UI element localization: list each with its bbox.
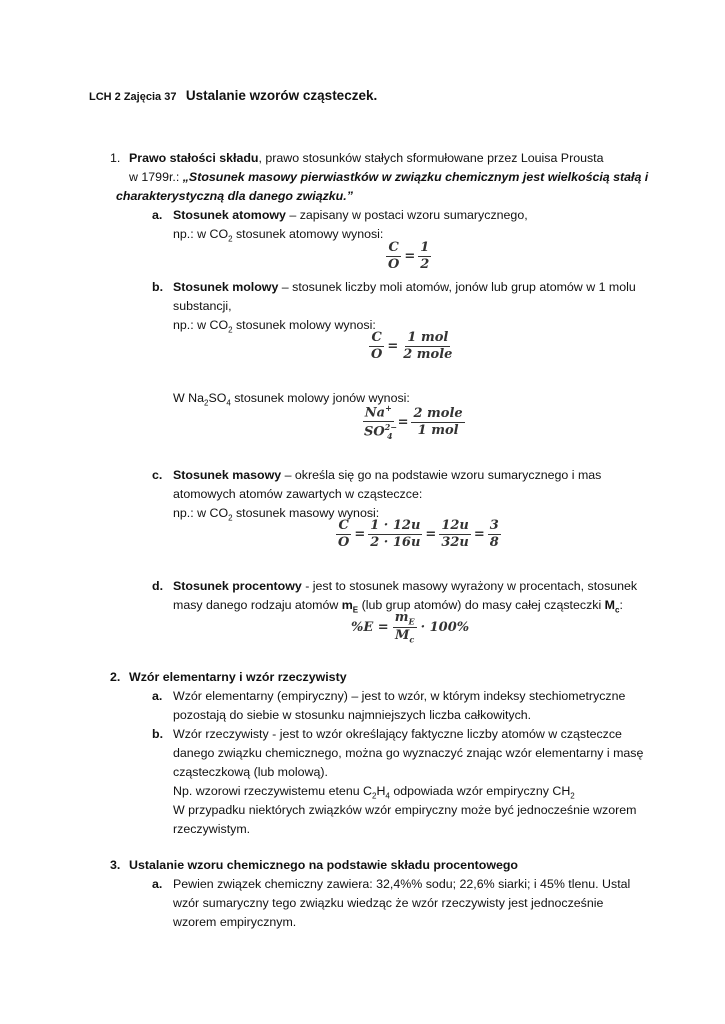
section-3-number: 3. <box>110 858 121 872</box>
page-title: Ustalanie wzorów cząsteczek. <box>185 88 378 103</box>
item-1c-line2: atomowych atomów zawartych w cząsteczce: <box>173 487 423 501</box>
item-1d-marker: d. <box>152 579 164 593</box>
item-3a-line3: wzorem empirycznym. <box>173 915 297 929</box>
section-1-line3 <box>116 189 353 203</box>
course-label: LCH 2 Zajęcia 37 <box>89 91 177 103</box>
item-1c-example: np.: w $CO_2$ stosunek masowy wynosi: <box>173 506 380 523</box>
section-1-date: w 1799r.: <box>129 170 183 184</box>
page-header <box>89 88 377 103</box>
item-1a-title: Stosunek atomowy <box>173 208 286 222</box>
item-3a-marker: a. <box>152 877 163 891</box>
item-2b-example: Np. wzorowi rzeczywistemu etenu $C_2H_4$ odpowiada wzór empiryczny $CH_2$ <box>173 784 575 801</box>
section-1-line2 <box>129 170 648 184</box>
item-2a-line1: Wzór elementarny (empiryczny) – jest to wzór, w którym indeksy stechiometryczne <box>173 689 626 703</box>
item-1d-text: - jest to stosunek masowy wyrażony w procentach, stosunek <box>301 579 638 593</box>
section-1-quote-2: charakterystyczną dla danego związku.” <box>116 189 353 203</box>
section-1-number: 1. <box>110 151 121 165</box>
item-1d-line2: masy danego rodzaju atomów $m_E$ (lub grup atomów) do masy całej cząsteczki $M_c$: <box>173 598 623 615</box>
item-1a-line1 <box>173 208 528 222</box>
item-1a-example: np.: w $CO_2$ stosunek atomowy wynosi: <box>173 227 384 244</box>
item-2a-marker: a. <box>152 689 163 703</box>
item-3a-line1: Pewien związek chemiczny zawiera: 32,4%% sodu; 22,6% siarki; i 45% tlenu. Ustal <box>173 877 631 891</box>
item-1c-text: – określa się go na podstawie wzoru sumarycznego i mas <box>281 468 602 482</box>
item-1c-marker: c. <box>152 468 163 482</box>
section-1-line1 <box>129 151 604 165</box>
item-2b-line5: W przypadku niektórych związków wzór empiryczny może być jednocześnie wzorem <box>173 803 637 817</box>
item-2b-line2: danego związku chemicznego, można go wyznaczyć znając wzór elementarny i masę <box>173 746 644 760</box>
item-1b-title: Stosunek molowy <box>173 280 279 294</box>
item-3a-line2: wzór sumaryczny tego związku wiedząc że wzór rzeczywisty jest jednocześnie <box>173 896 604 910</box>
item-1c-line1 <box>173 468 601 482</box>
formula-molar-ratio: $\frac{C}{O}$ = $\frac{\text{1 mol}}{\text{2 mole}}$ <box>371 330 453 362</box>
item-1d-title: Stosunek procentowy <box>173 579 302 593</box>
item-2a-line2: pozostają do siebie w stosunku najmniejszych liczba całkowitych. <box>173 708 532 722</box>
section-1-desc: , prawo stosunków stałych sformułowane przez Louisa Prousta <box>258 151 604 165</box>
item-1d-line1 <box>173 579 637 593</box>
formula-atomic-ratio: $\frac{C}{O}$ = $\frac{1}{2}$ <box>388 240 430 272</box>
item-1b-text: – stosunek liczby moli atomów, jonów lub grup atomów w 1 molu <box>278 280 636 294</box>
item-2b-marker: b. <box>152 727 164 741</box>
item-1b-example: np.: w $CO_2$ stosunek molowy wynosi: <box>173 318 376 335</box>
item-1a-marker: a. <box>152 208 163 222</box>
item-1b-example2: W $Na_2SO_4$ stosunek molowy jonów wynosi: <box>173 391 410 408</box>
section-1-title: Prawo stałości składu <box>129 151 259 165</box>
section-1-quote-1: „Stosunek masowy pierwiastków w związku chemicznym jest wielkością stałą i <box>182 170 649 184</box>
item-1b-line2: substancji, <box>173 299 232 313</box>
formula-mass-ratio: $\frac{C}{O}$ = $\frac{1 \cdot 12u}{2 \cdot 16u}$ = $\frac{12u}{32u}$ = $\frac{3}{8}$ <box>338 518 499 550</box>
formula-percent: %E = $\frac{m_E}{M_c}$ · 100% <box>351 610 470 645</box>
section-2-title: Wzór elementarny i wzór rzeczywisty <box>129 670 347 684</box>
item-1b-marker: b. <box>152 280 164 294</box>
item-1b-line1 <box>173 280 636 294</box>
item-1c-title: Stosunek masowy <box>173 468 282 482</box>
section-2-number: 2. <box>110 670 121 684</box>
section-3-title: Ustalanie wzoru chemicznego na podstawie składu procentowego <box>129 858 519 872</box>
formula-ion-ratio: $\frac{Na^+}{SO^{2-}_4}$ = $\frac{\text{2 mole}}{\text{1 mol}}$ <box>364 403 463 441</box>
item-2b-line6: rzeczywistym. <box>173 822 251 836</box>
item-2b-line1: Wzór rzeczywisty - jest to wzór określający faktyczne liczby atomów w cząsteczce <box>173 727 622 741</box>
item-1a-text: – zapisany w postaci wzoru sumarycznego, <box>285 208 528 222</box>
item-2b-line3: cząsteczkową (lub molową). <box>173 765 328 779</box>
